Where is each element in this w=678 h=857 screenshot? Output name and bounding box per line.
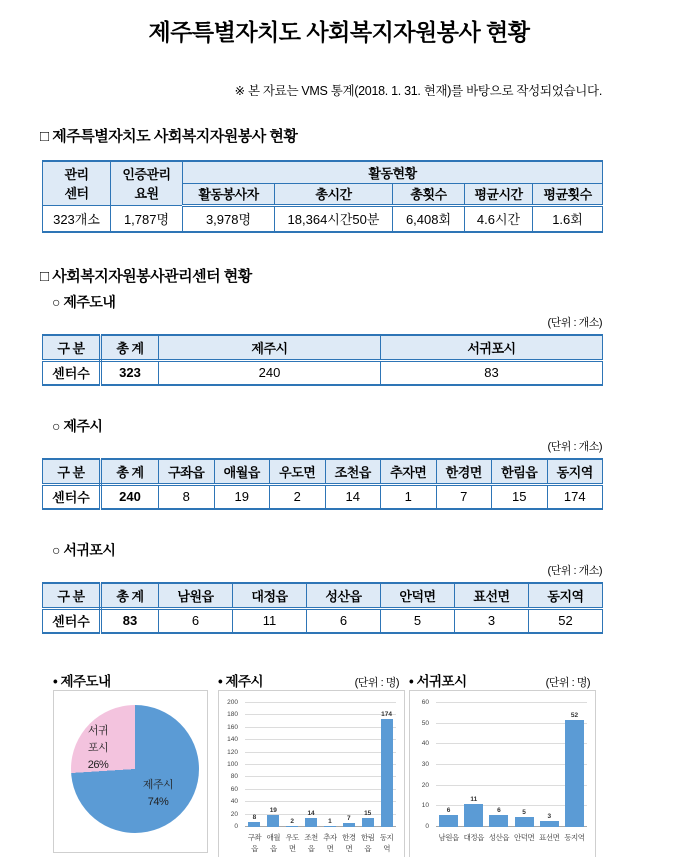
- y-axis-tick: 40: [230, 798, 238, 806]
- center-count-row: [43, 484, 603, 509]
- unit-label: (단위 : 개소): [547, 317, 602, 329]
- col-header-region: 남원읍: [159, 583, 233, 608]
- unit-label: (단위 : 개소): [547, 441, 602, 453]
- bar-value-label: 1: [328, 818, 332, 826]
- count-cell: 7: [436, 484, 492, 509]
- bar-slot: [358, 703, 377, 827]
- col-header-region: 안덕면: [381, 583, 455, 608]
- bar-chart-panel: [218, 690, 405, 857]
- summary-group-header: 활동현황: [183, 161, 603, 183]
- y-axis-tick: 120: [227, 748, 238, 756]
- x-axis-labels: [245, 832, 396, 854]
- center-count-row: [43, 608, 603, 633]
- summary-subheader: 평균횟수: [533, 183, 603, 205]
- bars-container: [245, 703, 396, 827]
- chart-title-row: [218, 672, 405, 690]
- bar-slot: [321, 703, 340, 827]
- bar: [324, 826, 336, 827]
- summary-value-cell: 3,978명: [183, 205, 275, 232]
- bar-slot: [562, 703, 587, 827]
- row-label: 센터수: [43, 360, 101, 385]
- x-axis-label: 우도면: [285, 833, 299, 853]
- bar: [565, 720, 584, 827]
- chart-unit-label: (단위 : 명): [545, 677, 590, 689]
- bar: [286, 826, 298, 827]
- bar-value-label: 52: [570, 711, 579, 719]
- col-header-region: 추자면: [381, 459, 437, 484]
- chart-column: [218, 672, 405, 857]
- chart-title-row: [53, 672, 208, 690]
- bar: [464, 804, 483, 827]
- bar-value-label: 174: [381, 711, 392, 719]
- col-header-region: 우도면: [270, 459, 326, 484]
- count-cell: 11: [233, 608, 307, 633]
- y-axis-tick: 100: [227, 761, 238, 768]
- page-title: 제주특별자치도 사회복지자원봉사 현황: [148, 19, 530, 45]
- x-axis-label: 추자면: [323, 833, 337, 853]
- bar-value-label: 6: [446, 806, 451, 814]
- count-cell: 240: [101, 484, 159, 509]
- unit-label: (단위 : 개소): [547, 565, 602, 577]
- count-cell: 19: [214, 484, 270, 509]
- subsection-title: ○ 제주도내: [52, 294, 116, 310]
- summary-value-cell: 18,364시간50분: [275, 205, 393, 232]
- x-axis-label: 애월읍: [266, 833, 281, 853]
- bar: [515, 817, 534, 827]
- summary-table: [42, 160, 603, 233]
- summary-subheader: 총시간: [275, 183, 393, 205]
- col-header-region: 표선면: [455, 583, 529, 608]
- col-header-region: 한경면: [436, 459, 492, 484]
- x-axis-label: 성산읍: [488, 833, 510, 842]
- bar-slot: [283, 703, 302, 827]
- col-header-region: 한림읍: [492, 459, 548, 484]
- bar: [439, 815, 458, 827]
- x-axis-label: 한림읍: [360, 833, 375, 853]
- x-axis-label: 동지역: [379, 833, 394, 853]
- bar: [267, 815, 279, 827]
- count-cell: 174: [547, 484, 603, 509]
- y-axis-labels: [221, 699, 241, 830]
- count-cell: 8: [159, 484, 215, 509]
- bar-slot: [436, 703, 461, 827]
- col-header-region: 성산읍: [307, 583, 381, 608]
- y-axis-tick: 40: [421, 740, 429, 748]
- bar-chart-panel: [409, 690, 596, 857]
- bar: [381, 719, 393, 827]
- x-axis-label: 동지역: [564, 833, 585, 842]
- pie-label-jeju: 제주시 74%: [142, 779, 174, 808]
- chart-column: [53, 672, 208, 857]
- x-axis-label: 조천읍: [304, 833, 318, 853]
- bar-value-label: 11: [470, 796, 478, 804]
- y-axis-tick: 50: [421, 719, 429, 727]
- source-note: ※ 본 자료는 VMS 통계(2018. 1. 31. 현재)를 바탕으로 작성되었습니다.: [234, 84, 602, 98]
- count-cell: 14: [325, 484, 381, 509]
- bar-value-label: 8: [252, 814, 257, 822]
- count-cell: 323: [101, 360, 159, 385]
- bar-slot: [245, 703, 264, 827]
- bars-container: [436, 703, 587, 827]
- count-cell: 2: [270, 484, 326, 509]
- pie-label-seogwipo: 서귀 포시 26%: [87, 725, 109, 771]
- summary-subheader: 총횟수: [393, 183, 465, 205]
- chart-title-row: [409, 672, 596, 690]
- chart-column: [409, 672, 596, 857]
- chart-title: • 제주도내: [53, 674, 111, 689]
- summary-subheader: 평균시간: [465, 183, 533, 205]
- summary-value-cell: 6,408회: [393, 205, 465, 232]
- bar-slot: [537, 703, 562, 827]
- summary-value-cell: 1.6회: [533, 205, 603, 232]
- count-cell: 83: [101, 608, 159, 633]
- plot-area: [436, 703, 587, 827]
- bar-value-label: 14: [307, 810, 315, 818]
- bar-value-label: 15: [364, 809, 372, 817]
- count-cell: 6: [159, 608, 233, 633]
- bar-value-label: 19: [269, 807, 277, 815]
- bar-value-label: 7: [347, 814, 351, 822]
- bar: [540, 821, 559, 827]
- summary-value-cell: 323개소: [43, 205, 111, 232]
- row-label: 센터수: [43, 484, 101, 509]
- chart-title: • 서귀포시: [409, 674, 467, 689]
- bar: [248, 822, 260, 827]
- x-axis-label: 안덕면: [513, 833, 535, 842]
- count-cell: 83: [381, 360, 603, 385]
- bar-value-label: 5: [522, 808, 526, 816]
- count-cell: 5: [381, 608, 455, 633]
- y-axis-labels: [412, 699, 432, 830]
- bar: [489, 815, 508, 827]
- bar-slot: [264, 703, 283, 827]
- center-count-table: [42, 582, 603, 634]
- col-header-region: 총 계: [101, 459, 159, 484]
- center-count-row: [43, 360, 603, 385]
- bar: [343, 823, 355, 827]
- col-header-region: 조천읍: [325, 459, 381, 484]
- x-axis-label: 대정읍: [463, 833, 484, 842]
- col-header-region: 구좌읍: [159, 459, 215, 484]
- bar-slot: [486, 703, 511, 827]
- subsection-title: ○ 제주시: [52, 418, 103, 434]
- y-axis-tick: 0: [234, 823, 238, 830]
- y-axis-tick: 180: [227, 711, 238, 719]
- col-header-region: 애월읍: [214, 459, 270, 484]
- y-axis-tick: 160: [227, 723, 238, 731]
- x-axis-label: 남원읍: [438, 833, 459, 842]
- count-cell: 52: [529, 608, 603, 633]
- x-axis-label: 구좌읍: [247, 833, 262, 853]
- col-header-category: 구 분: [43, 335, 101, 360]
- y-axis-tick: 20: [230, 810, 238, 818]
- y-axis-tick: 60: [230, 785, 238, 793]
- x-axis-labels: [436, 832, 587, 843]
- bar: [305, 818, 317, 827]
- bar-value-label: 2: [290, 817, 294, 825]
- bar-value-label: 3: [547, 812, 552, 820]
- y-axis-tick: 10: [421, 802, 429, 810]
- bar-slot: [377, 703, 396, 827]
- col-header-category: 구 분: [43, 459, 101, 484]
- y-axis-tick: 60: [421, 699, 429, 706]
- summary-table-row: [43, 205, 603, 232]
- section2-heading: □ 사회복지자원봉사관리센터 현황: [40, 268, 252, 285]
- bar-slot: [461, 703, 486, 827]
- y-axis-tick: 0: [425, 823, 429, 830]
- col-header-region: 총 계: [101, 583, 159, 608]
- count-cell: 15: [492, 484, 548, 509]
- x-axis-label: 표선면: [539, 833, 560, 842]
- count-cell: 1: [381, 484, 437, 509]
- summary-col-mgmt-center: 관리 센터: [43, 161, 111, 205]
- chart-unit-label: (단위 : 명): [354, 677, 399, 689]
- y-axis-tick: 80: [230, 773, 238, 781]
- summary-subheader: 활동봉사자: [183, 183, 275, 205]
- row-label: 센터수: [43, 608, 101, 633]
- plot-area: [245, 703, 396, 827]
- bar-slot: [512, 703, 537, 827]
- col-header-region: 대정읍: [233, 583, 307, 608]
- section1-heading: □ 제주특별자치도 사회복지자원봉사 현황: [40, 128, 298, 145]
- x-axis-label: 한경면: [342, 833, 356, 853]
- col-header-region: 제주시: [159, 335, 381, 360]
- center-count-table: [42, 458, 603, 510]
- bar-slot: [302, 703, 321, 827]
- col-header-category: 구 분: [43, 583, 101, 608]
- count-cell: 240: [159, 360, 381, 385]
- y-axis-tick: 30: [421, 761, 429, 768]
- col-header-region: 동지역: [529, 583, 603, 608]
- col-header-region: 서귀포시: [381, 335, 603, 360]
- col-header-region: 동지역: [547, 459, 603, 484]
- y-axis-tick: 20: [421, 781, 429, 789]
- subsection-title: ○ 서귀포시: [52, 542, 116, 558]
- center-count-table: [42, 334, 603, 386]
- summary-col-cert-staff: 인증관리 요원: [111, 161, 183, 205]
- col-header-region: 총 계: [101, 335, 159, 360]
- y-axis-tick: 200: [227, 699, 238, 706]
- pie-chart-panel: [53, 690, 208, 853]
- charts-row: [53, 672, 678, 857]
- summary-value-cell: 4.6시간: [465, 205, 533, 232]
- summary-value-cell: 1,787명: [111, 205, 183, 232]
- y-axis-tick: 140: [227, 736, 238, 744]
- count-cell: 3: [455, 608, 529, 633]
- count-cell: 6: [307, 608, 381, 633]
- bar-slot: [339, 703, 358, 827]
- bar: [362, 818, 374, 827]
- chart-title: • 제주시: [218, 674, 264, 689]
- bar-value-label: 6: [497, 806, 501, 814]
